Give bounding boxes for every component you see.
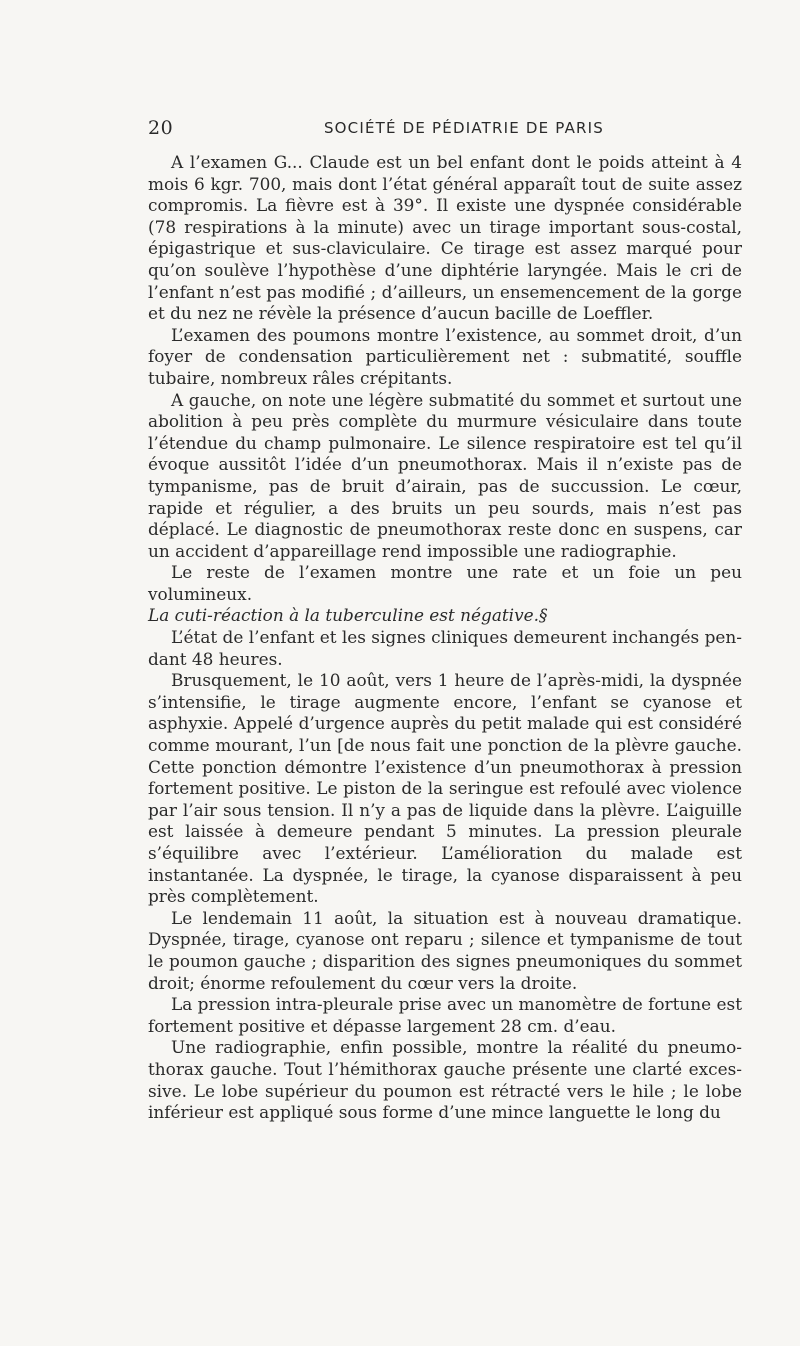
paragraph-9: Une radiographie, enfin possible, montre la réalité du pneumothorax gauche. Tout l’hémithorax gauche présente une clarté excessive. Le lobe supérieur du poumon est rétracté vers le hile ; le lobe inférieur est appliqué sous forme d’une mince languette le long du <box>148 1037 742 1123</box>
page-number: 20 <box>148 117 174 139</box>
italic-paragraph: La cuti-réaction à la tuberculine est négative.§ <box>148 605 548 626</box>
body-text <box>148 152 742 1124</box>
running-title: SOCIÉTÉ DE PÉDIATRIE DE PARIS <box>323 119 605 137</box>
paragraph-1: A l’examen G... Claude est un bel enfant dont le poids atteint à 4 mois 6 kgr. 700, mais dont l’état général apparaît tout de suite assez compromis. La fièvre est à 39°. Il existe une dyspnée considérable (78 respirations à la minute) avec un tirage important sous-costal, épigastrique et sus-claviculaire. Ce tirage est assez marqué pour qu’on soulève l’hypothèse d’une diphtérie laryngée. Mais le cri de l’enfant n’est pas modifié ; d’ailleurs, un ensemencement de la gorge et du nez ne révèle la présence d’aucun bacille de Loeffler. <box>148 152 742 324</box>
paragraph-6: Brusquement, le 10 août, vers 1 heure de l’après-midi, la dyspnée s’intensifie, le tirage augmente encore, l’enfant se cyanose et asphyxie. Appelé d’urgence auprès du petit malade qui est considéré comme mourant, l’un [de nous fait une ponction de la plèvre gauche. Cette ponction démontre l’existence d’un pneumothorax à pression fortement positive. Le piston de la seringue est refoulé avec violence par l’air sous tension. Il n’y a pas de liquide dans la plèvre. L’aiguille est laissée à demeure pendant 5 minutes. La pression pleurale s’équilibre avec l’extérieur. L’amélioration du malade est instantanée. La dyspnée, le tirage, la cyanose disparaissent à peu près complètement. <box>148 670 742 907</box>
paragraph-2: L’examen des poumons montre l’existence, au sommet droit, d’un foyer de condensation particulièrement net : submatité, souffle tubaire, nombreux râles crépitants. <box>148 324 742 388</box>
paragraph-4: Le reste de l’examen montre une rate et un foie un peu volumineux. <box>148 562 742 604</box>
paragraph-8: La pression intra-pleurale prise avec un manomètre de fortune est fortement positive et dépasse largement 28 cm. d’eau. <box>148 994 742 1036</box>
paragraph-5: L’état de l’enfant et les signes cliniques demeurent inchangés pendant 48 heures. <box>148 627 742 669</box>
paragraph-3: A gauche, on note une légère submatité du sommet et surtout une abolition à peu près complète du murmure vésiculaire dans toute l’étendue du champ pulmonaire. Le silence respiratoire est tel qu’il évoque aussitôt l’idée d’un pneumothorax. Mais il n’existe pas de tympanisme, pas de bruit d’airain, pas de succussion. Le cœur, rapide et régulier, a des bruits un peu sourds, mais n’est pas déplacé. Le diagnostic de pneumothorax reste donc en suspens, car un accident d’appareillage rend impossible une radiographie. <box>148 389 742 561</box>
page-header <box>148 117 742 141</box>
paragraph-7: Le lendemain 11 août, la situation est à nouveau dramatique. Dyspnée, tirage, cyanose ont reparu ; silence et tympanisme de tout le poumon gauche ; disparition des signes pneumoniques du sommet droit; énorme refoulement du cœur vers la droite. <box>148 907 742 993</box>
